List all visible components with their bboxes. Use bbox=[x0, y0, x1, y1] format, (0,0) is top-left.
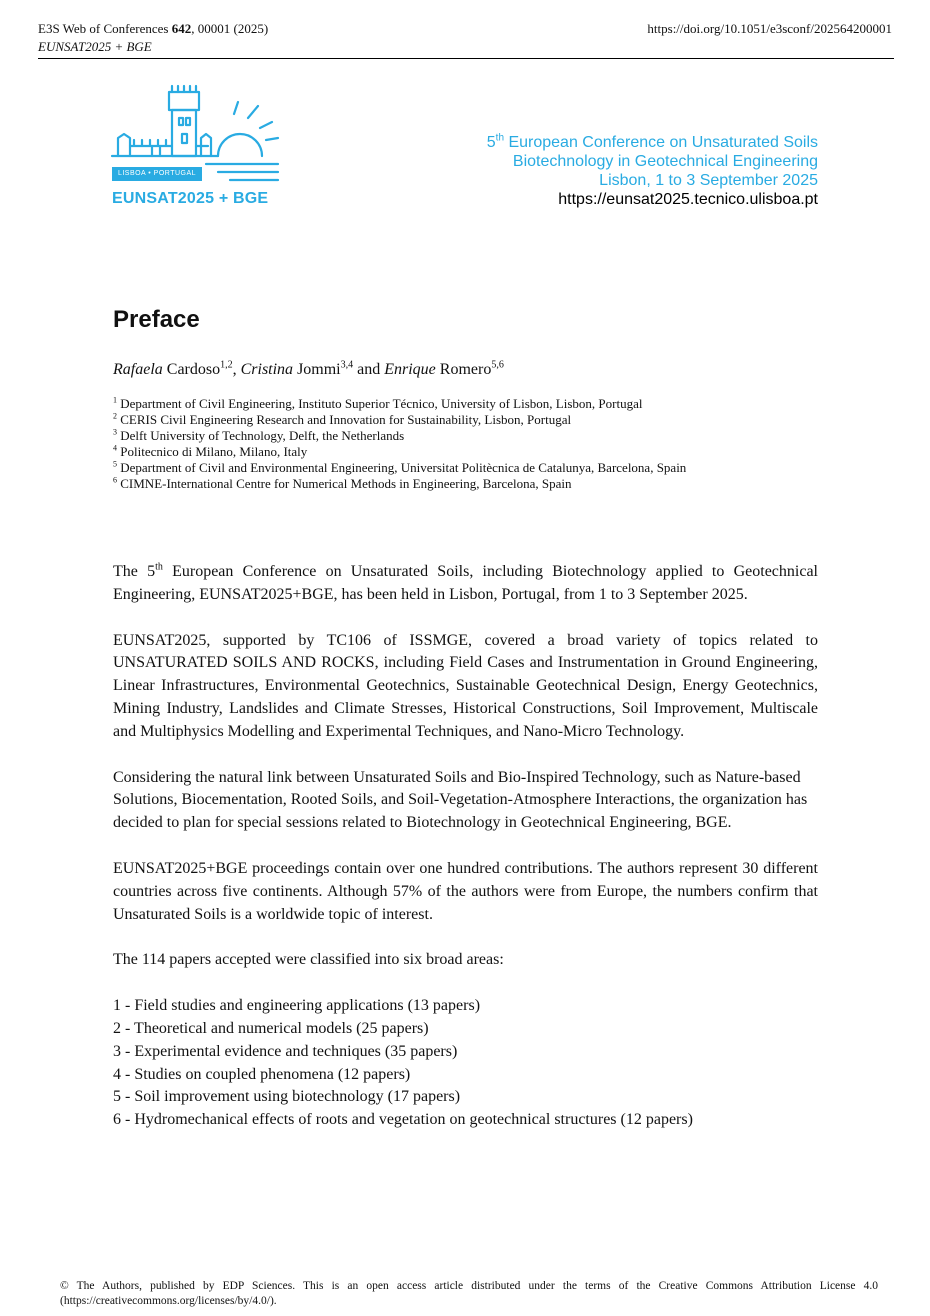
paragraph: Considering the natural link between Unsaturated Soils and Bio-Inspired Technology, such as Nature-based Solutions, Biocementation, Rooted Soils, and Soil-Vegetation-Atmosphere Interactions, the organization has decided to plan for special sessions related to Biotechnology in Geotechnical Engineering, BGE. bbox=[113, 768, 808, 832]
list-item: 2 - Theoretical and numerical models (25 papers) bbox=[113, 1019, 429, 1037]
page-title: Preface bbox=[113, 306, 200, 333]
paragraph: The 5th European Conference on Unsaturated Soils, including Biotechnology applied to Geotechnical Engineering, EUNSAT2025+BGE, has been held in Lisbon, Portugal, from 1 to 3 September 2025. bbox=[113, 561, 818, 603]
list-item: 1 - Field studies and engineering applications (13 papers) bbox=[113, 997, 481, 1015]
volume-number: 642 bbox=[171, 21, 192, 36]
logo-badge: LISBOA • PORTUGAL bbox=[112, 167, 202, 181]
paragraph: The 114 papers accepted were classified into six broad areas: bbox=[113, 951, 504, 969]
list-item: 5 - Soil improvement using biotechnology (17 papers) bbox=[113, 1088, 461, 1106]
logo-wordmark: EUNSAT2025 + BGE bbox=[112, 190, 269, 207]
paragraph: EUNSAT2025+BGE proceedings contain over one hundred contributions. The authors represent 30 different countries across five continents. Although 57% of the authors were from Europe, the numbers confirm that Unsaturated Soils is a worldwide topic of interest. bbox=[113, 859, 818, 923]
list-item: 6 - Hydromechanical effects of roots and vegetation on geotechnical structures (12 papers) bbox=[113, 1111, 693, 1129]
license-footer: © The Authors, published by EDP Sciences. This is an open access article distributed under the terms of the Creative Commons Attribution License 4.0 (https://creativecommons.org/licenses/by/4.0/). bbox=[60, 1280, 878, 1307]
header-divider bbox=[38, 58, 894, 59]
journal-citation: E3S Web of Conferences 642, 00001 (2025) bbox=[38, 21, 269, 36]
conference-url[interactable]: https://eunsat2025.tecnico.ulisboa.pt bbox=[558, 191, 818, 208]
conference-dates: Lisbon, 1 to 3 September 2025 bbox=[599, 172, 818, 189]
affiliation: $^3$ Delft University of Technology, Delft, the Netherlands bbox=[113, 427, 405, 443]
affiliation: $^5$ Department of Civil and Environmental Engineering, Universitat Politècnica de Catalunya, Barcelona, Spain bbox=[113, 459, 687, 475]
doi-link[interactable]: https://doi.org/10.1051/e3sconf/202564200001 bbox=[647, 21, 892, 36]
affiliation-list bbox=[113, 396, 686, 492]
affiliation: $^6$ CIMNE-International Centre for Numerical Methods in Engineering, Barcelona, Spain bbox=[113, 475, 572, 491]
list-item: 3 - Experimental evidence and techniques (35 papers) bbox=[113, 1042, 458, 1060]
conference-info bbox=[487, 133, 818, 209]
affiliation: $^2$ CERIS Civil Engineering Research and Innovation for Sustainability, Lisbon, Portugal bbox=[113, 411, 572, 427]
author: Cristina Jommi$^{3,4}$ bbox=[240, 359, 354, 378]
conference-short-name: EUNSAT2025 + BGE bbox=[38, 39, 152, 54]
author: Rafaela Cardoso$^{1,2}$ bbox=[113, 359, 233, 378]
preface-body bbox=[113, 561, 818, 1132]
paragraph: EUNSAT2025, supported by TC106 of ISSMGE, covered a broad variety of topics related to UNSATURATED SOILS AND ROCKS, including Field Cases and Instrumentation in Ground Engineering, Linear Infrastructures, Environmental Geotechnics, Sustainable Geotechnical Design, Energy Geotechnics, Mining Industry, Landslides and Climate Stresses, Historical Constructions, Soil Improvement, Multiscale and Multiphysics Modelling and Experimental Techniques, and Nano-Micro Technology. bbox=[113, 631, 818, 740]
affiliation: $^1$ Department of Civil Engineering, Instituto Superior Técnico, University of Lisbon, Lisbon, Portugal bbox=[113, 395, 643, 411]
author-list: Rafaela Cardoso$^{1,2}$, Cristina Jommi$^{3,4}$ and Enrique Romero$^{5,6}$ bbox=[113, 359, 504, 378]
affiliation: $^4$ Politecnico di Milano, Milano, Italy bbox=[113, 443, 308, 459]
running-header-left bbox=[38, 20, 268, 56]
author: Enrique Romero$^{5,6}$ bbox=[384, 359, 504, 378]
conference-line-2: Biotechnology in Geotechnical Engineering bbox=[512, 153, 818, 170]
topic-area-list bbox=[113, 995, 818, 1132]
conference-line-1: 5th European Conference on Unsaturated Soils bbox=[486, 132, 818, 151]
list-item: 4 - Studies on coupled phenomena (12 papers) bbox=[113, 1065, 411, 1083]
